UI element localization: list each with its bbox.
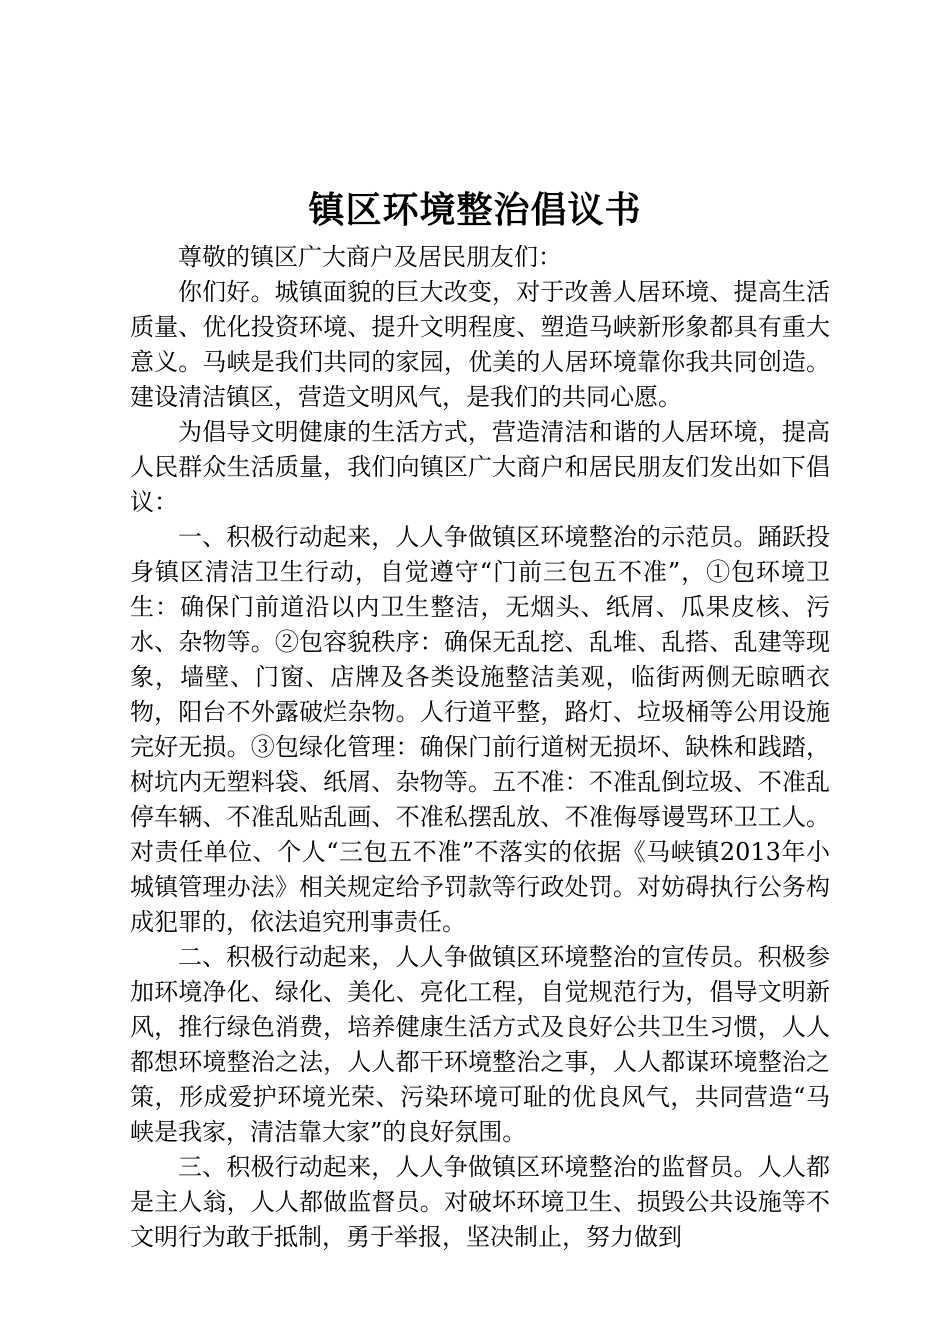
salutation: 尊敬的镇区广大商户及居民朋友们： (178, 243, 562, 271)
paragraph-greeting: 你们好。城镇面貌的巨大改变，对于改善人居环境、提高生活质量、优化投资环境、提升文明程度、塑造马峡新形象都具有重大意义。马峡是我们共同的家园，优美的人居环境靠你我共同创造。建设清洁镇区，营造文明风气，是我们的共同心愿。 (130, 278, 830, 411)
paragraph-item-1: 一、积极行动起来，人人争做镇区环境整治的示范员。踊跃投身镇区清洁卫生行动，自觉遵守“门前三包五不准”，①包环境卫生：确保门前道沿以内卫生整洁，无烟头、纸屑、瓜果皮核、污水、杂物等。②包容貌秩序：确保无乱挖、乱堆、乱搭、乱建等现象，墙壁、门窗、店牌及各类设施整洁美观，临街两侧无晾晒衣物，阳台不外露破烂杂物。人行道平整，路灯、垃圾桶等公用设施完好无损。③包绿化管理：确保门前行道树无损坏、缺株和践踏，树坑内无塑料袋、纸屑、杂物等。五不准：不准乱倒垃圾、不准乱停车辆、不准乱贴乱画、不准私摆乱放、不准侮辱谩骂环卫工人。对责任单位、个人“三包五不准”不落实的依据《马峡镇2013年小城镇管理办法》相关规定给予罚款等行政处罚。对妨碍执行公务构成犯罪的，依法追究刑事责任。 (130, 523, 830, 936)
document-title: 镇区环境整治倡议书 (308, 189, 642, 231)
paragraph-item-2: 二、积极行动起来，人人争做镇区环境整治的宣传员。积极参加环境净化、绿化、美化、亮化工程，自觉规范行为，倡导文明新风，推行绿色消费，培养健康生活方式及良好公共卫生习惯，人人都想环境整治之法，人人都干环境整治之事，人人都谋环境整治之策，形成爱护环境光荣、污染环境可耻的优良风气，共同营造“马峡是我家，清洁靠大家”的良好氛围。 (130, 943, 830, 1146)
paragraph-intro: 为倡导文明健康的生活方式，营造清洁和谐的人居环境，提高人民群众生活质量，我们向镇区广大商户和居民朋友们发出如下倡议： (130, 418, 830, 516)
paragraph-item-3: 三、积极行动起来，人人争做镇区环境整治的监督员。人人都是主人翁，人人都做监督员。对破坏环境卫生、损毁公共设施等不文明行为敢于抵制，勇于举报，坚决制止，努力做到 (130, 1153, 830, 1251)
document-body (130, 240, 830, 1255)
